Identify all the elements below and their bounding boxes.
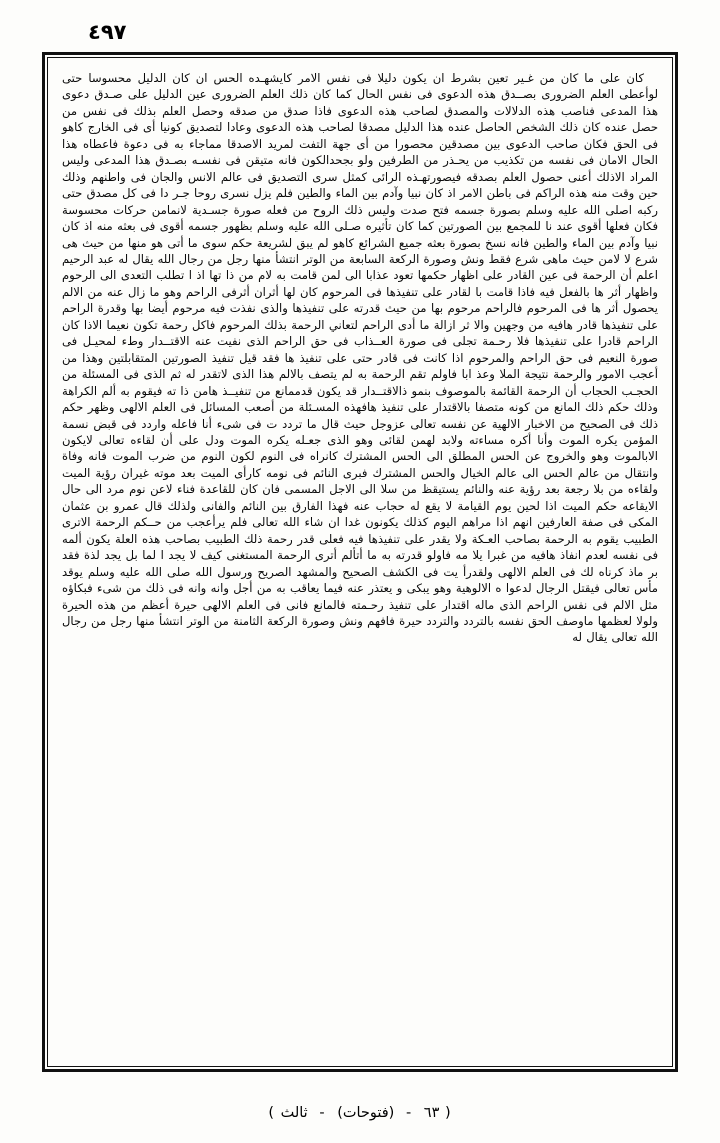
footer-open-paren: ( xyxy=(444,1105,452,1121)
footer-dash-1: - xyxy=(405,1105,413,1121)
footer-volume-label: (فتوحات) xyxy=(337,1105,395,1121)
footer-close-paren: ) xyxy=(268,1105,275,1121)
footer-page-no: ٦٣ xyxy=(423,1105,440,1121)
body-text xyxy=(54,64,666,1060)
body-paragraph: كان على ما كان من غـير تعين بشرط ان يكون دليلا فى نفس الامر كايشهـده الحس ان كان الدليل محسوسا حتى لوأعطى العلم الضرورى بصــدق هذه الدعوى فى نفس الحال كما كان ذلك العلم الضرورى عين الدليل على صـدق دعوى هذا المدعى فناصب هذه الدلالات والمصدق لصاحب هذه الدعوى فاذا صدق من صدقه وحصل العلم بذلك فى نفس من حصل عنده كان ذلك الشخص الحاصل عنده هذا الدليل مصدقا لصاحب هذه الدعوى وعادا لتصديق كونيا أى فى الخارج كاهو فى الحق فكان صاحب الدعوى بين مصدقين محصورا من أى جهة التفت لمريد الاصدقا مماجاء به فى دعوة فاعطاه هذا الحال الامان فى نفسه من تكذيب من يحـذر من الطرفين ولو بجحدالكون فانه متيقن فى نفسـه بصـدق هذا المدعى وليس المراد الاذلك أعنى حصول العلم بصدقه فيصورتهـذه الرائى كمثل سرى التصديق فى عالم الانس والجان فى واطنهم وذلك حين وقت منه هذه الراكم فى باطن الامر اذ كان نبيا وآدم بين الماء والطين فلم يزل نسرى روحا جـر دا فى كل مصدق حتى ركبه اصلى الله عليه وسلم بصورة جسمه فتح صدت وليس ذلك الروح من فعله صورة جسـدية لانمامن حركات محسوسة فكان فعلها أقوى عند نا للمجمع بين الصورتين كما كان تأثيره صـلى الله عليه وسلم بظهور جسمه أقوى فى بعثه منه اذ كان نبيا وآدم بين الماء والطين فانه نسخ بصورة بعثه جميع الشرائع كاهو لم يبق لشريعة حكم سوى ما أتى هو منها من حيث هى شرع لا لامن حيث ماهى شرع فقط ونش وصورة الركعة السابعة من الوتر انتشأ منها رجل من رجال الله يقال له عبد الرحيم اعلم أن الرحمة فى عين القادر على اظهار حكمها تعود عذابا الى لمن قامت به لام من ذا تها اذ ا تطلب التعدى الى الرحوم واظهار أثر ها بالفعل فيه فاذا قامت با لقادر على تنفيذها فى المرحوم كان لها أثران أثرفى الراحم وهو ما زال عنه من الالم يحصول أثر ها فى المرحوم فالراحم مرحوم بها من حيث قدرته على تنفيذها والذى نفذت فيه مرحوم أيضا بها وقدرة الراحم على تنفيذها قادر هافيه من وجهين والا ثر ازالة ما أدى الراحم لتعاني الرحمة بذلك المرحوم فاكل رحمة تكون نعيما الاذا كان الراحم قادرا على تنفيذها فلا رحـمة تجلى فى صورة العــذاب فى حق الراحم الذى نفيت عنه الاقتــدار وطء لمحيـل فى صورة النعيم فى حق الراحم والمرحوم اذا كانت فى قادر حتى على تنفيذ ها فقد قيل تنفيذ الصورتين المتقابلتين وهذا من أعجب الامور والرحمة نتيجة الملا وعذ ابا فاولم تقم الرحمة به لم يتصف بالالم هذا الذى لاتقدر له ثم الذى فى المسئلة من الحجـب الحجاب أن الرحمة القائمة بالموصوف بنمو ذالاقتــدار قد يكون قدممانع من تنفيــذ هامن ذا ته فيقوم به ألم الكراهة وذلك حكم ذلك المانع من كونه متصفا بالاقتدار على تنفيذ هافهذه المسـئلة من أصعب المسائل فى العلم الالهى وظهر حكم ذلك فى الصحيح من الاخبار الالهية عن نفسه تعالى عزوجل حيث قال ما تردد ت فى شىء أنا فاعله واردد فى قبض نسمة المؤمن يكره الموت وأنا أكره مساءته ولابد لهمن لقائى وهو الذى جعـله يكره الموت ودل على أن لقاءه تعالى لايكون الابالموت وهو والخروج عن الحس المطلق الى الحس المشترك كانراه فى النوم لكون النوم من ضرب الموت فانه وفاة وانتقال من عالم الحس الى عالم الخيال والحس المشترك فبرى النائم فى نومه كارأى الميت بعد موته غيران رؤية الميت ولقاءه من بلا رجعة بعد رؤية عنه والنائم يستيقظ من سلا الى الاجل المسمى فان كان للقاعدة فناء لاعن نوم مرد الى حال الايقاعه حكم الميت اذا لحين يوم القيامة لا يقع له حجاب عنه فهذا الفارق بين النائم والفانى ولذلك قال عمرو بن عثمان المكى فى صفة العارفين انهم اذا مراهم اليوم كذلك يكونون غدا ان شاء الله تعالى فلم يرأعجب من حــكم الرحمة الاترى الطبيب يقوم به الرحمة بصاحب العـكة ولا يقدر على تنفيذها فيه فعلى قدر رحمة ذلك الطبيب بصاحب هذه العلة يكون ألمه فى نفسه لعدم انفاذ هافيه من غبرا يلا مه فاولو قدرته به ما أتألم أترى الرحمة المستغنى كيف لا يجد ا لما بل يجد لذة فقد بر ماذ كرناه لك فى العلم الالهى ولقدرأ يت فى الكشف الصحيح والمشهد الصريح ورسول الله صلى الله عليه وسلم يوقد مأس تعالى فيقتل الرجال لدعوا ه الالوهية وهو يبكى و يعتذر عنه فيما يعاقب به من أجل وانه وانه فى ذلك من شىء فبكاؤه مثل الالم فى نفس الراحم الذى ماله اقتدار على تنفيذ رحـمته فالمانع فانى فى العلم الالهى حيرة أعظم من هذه الحيرة ولولا لعظمها ماوصف الحق نفسه بالتردد والتردد حيرة فافهم ونش وصورة الركعة الثامنة من الوتر انتشأ منها رجل من رجال الله تعالى يقال له xyxy=(62,71,658,645)
footer-part-label: ثالث xyxy=(280,1105,308,1121)
page-number-top: ٤٩٧ xyxy=(88,20,127,44)
page-footer xyxy=(0,1105,720,1121)
footer-dash-2: - xyxy=(319,1105,326,1121)
